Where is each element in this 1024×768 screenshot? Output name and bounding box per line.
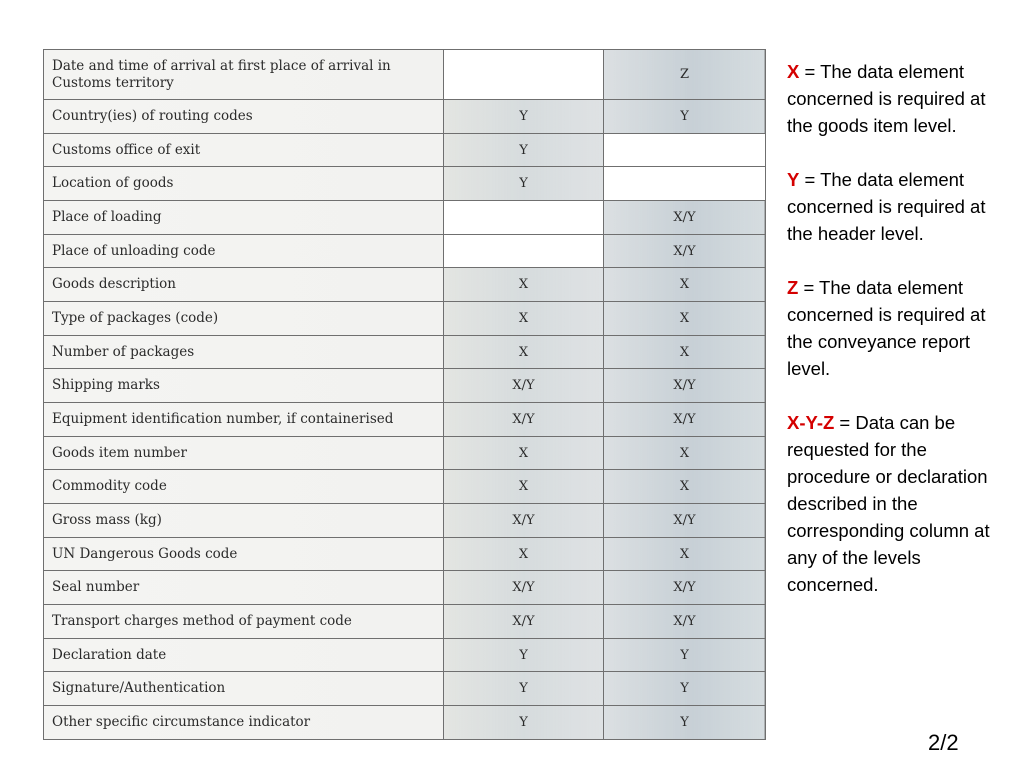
table-row [44, 504, 766, 538]
requirement-cell-col2: Y [604, 672, 766, 706]
data-element-label: Goods description [44, 268, 444, 302]
requirement-cell-col1: X [444, 268, 604, 302]
requirement-cell-col1: X/Y [444, 369, 604, 403]
requirement-cell-col1 [444, 201, 604, 235]
requirement-cell-col1: X/Y [444, 605, 604, 639]
data-element-label: Goods item number [44, 436, 444, 470]
table-row [44, 201, 766, 235]
page-number: 2/2 [928, 730, 959, 755]
table-row [44, 638, 766, 672]
table-row [44, 605, 766, 639]
requirement-cell-col1: X [444, 537, 604, 571]
requirement-cell-col2: X/Y [604, 234, 766, 268]
data-element-label: Gross mass (kg) [44, 504, 444, 538]
table-row [44, 302, 766, 336]
requirement-cell-col2: X [604, 537, 766, 571]
requirement-cell-col1: X/Y [444, 403, 604, 437]
requirement-cell-col1: X/Y [444, 504, 604, 538]
requirement-cell-col2: X/Y [604, 403, 766, 437]
legend-key: X [787, 61, 800, 82]
data-element-label: Date and time of arrival at first place of arrival in Customs territory [44, 50, 444, 100]
requirement-cell-col1: X [444, 335, 604, 369]
table-row [44, 50, 766, 100]
requirement-cell-col2: X [604, 470, 766, 504]
requirement-cell-col1: X [444, 436, 604, 470]
requirement-cell-col1 [444, 234, 604, 268]
data-element-label: Other specific circumstance indicator [44, 706, 444, 740]
data-element-label: Type of packages (code) [44, 302, 444, 336]
legend-entry-x [787, 58, 1012, 139]
requirement-cell-col2 [604, 133, 766, 167]
requirements-table [43, 49, 766, 740]
legend-text: = The data element concerned is required at the goods item level. [787, 61, 986, 136]
data-element-label: Transport charges method of payment code [44, 605, 444, 639]
table-row [44, 167, 766, 201]
requirement-cell-col1: Y [444, 100, 604, 134]
legend-entry-y [787, 166, 1012, 247]
requirement-cell-col2: Z [604, 50, 766, 100]
requirement-cell-col2 [604, 167, 766, 201]
data-element-label: Place of unloading code [44, 234, 444, 268]
requirement-cell-col2: X/Y [604, 201, 766, 235]
data-element-label: Commodity code [44, 470, 444, 504]
legend-key: X-Y-Z [787, 412, 835, 433]
requirement-cell-col2: X/Y [604, 605, 766, 639]
data-element-label: UN Dangerous Goods code [44, 537, 444, 571]
data-element-label: Location of goods [44, 167, 444, 201]
requirement-cell-col2: X/Y [604, 369, 766, 403]
legend-key: Y [787, 169, 800, 190]
requirement-cell-col2: X [604, 335, 766, 369]
requirement-cell-col2: X/Y [604, 571, 766, 605]
data-element-label: Number of packages [44, 335, 444, 369]
requirement-cell-col2: Y [604, 638, 766, 672]
data-element-label: Place of loading [44, 201, 444, 235]
table-row [44, 706, 766, 740]
legend-entry-z [787, 274, 1012, 382]
requirement-cell-col1: X/Y [444, 571, 604, 605]
table-row [44, 537, 766, 571]
table-row [44, 234, 766, 268]
requirement-cell-col1: Y [444, 706, 604, 740]
requirement-cell-col1: Y [444, 638, 604, 672]
data-element-label: Shipping marks [44, 369, 444, 403]
data-element-label: Equipment identification number, if containerised [44, 403, 444, 437]
table-row [44, 470, 766, 504]
table-row [44, 335, 766, 369]
legend-entry-xyz [787, 409, 1012, 598]
requirements-table-scan [43, 49, 765, 740]
table-row [44, 268, 766, 302]
requirement-cell-col2: Y [604, 706, 766, 740]
data-element-label: Signature/Authentication [44, 672, 444, 706]
legend-key: Z [787, 277, 799, 298]
table-row [44, 436, 766, 470]
requirement-cell-col1: Y [444, 133, 604, 167]
requirement-cell-col2: X [604, 302, 766, 336]
data-element-label: Seal number [44, 571, 444, 605]
table-row [44, 403, 766, 437]
requirement-cell-col2: X/Y [604, 504, 766, 538]
requirement-cell-col2: Y [604, 100, 766, 134]
requirement-cell-col1: Y [444, 672, 604, 706]
requirement-cell-col2: X [604, 268, 766, 302]
legend-text: = Data can be requested for the procedure or declaration described in the corresponding column at any of the levels concerned. [787, 412, 990, 595]
requirement-cell-col1: X [444, 302, 604, 336]
table-row [44, 100, 766, 134]
legend-text: = The data element concerned is required at the header level. [787, 169, 986, 244]
data-element-label: Declaration date [44, 638, 444, 672]
requirement-cell-col2: X [604, 436, 766, 470]
table-row [44, 133, 766, 167]
legend [787, 58, 1012, 625]
data-element-label: Customs office of exit [44, 133, 444, 167]
data-element-label: Country(ies) of routing codes [44, 100, 444, 134]
requirement-cell-col1: X [444, 470, 604, 504]
table-row [44, 369, 766, 403]
requirement-cell-col1: Y [444, 167, 604, 201]
legend-text: = The data element concerned is required at the conveyance report level. [787, 277, 986, 379]
table-row [44, 672, 766, 706]
table-row [44, 571, 766, 605]
requirement-cell-col1 [444, 50, 604, 100]
